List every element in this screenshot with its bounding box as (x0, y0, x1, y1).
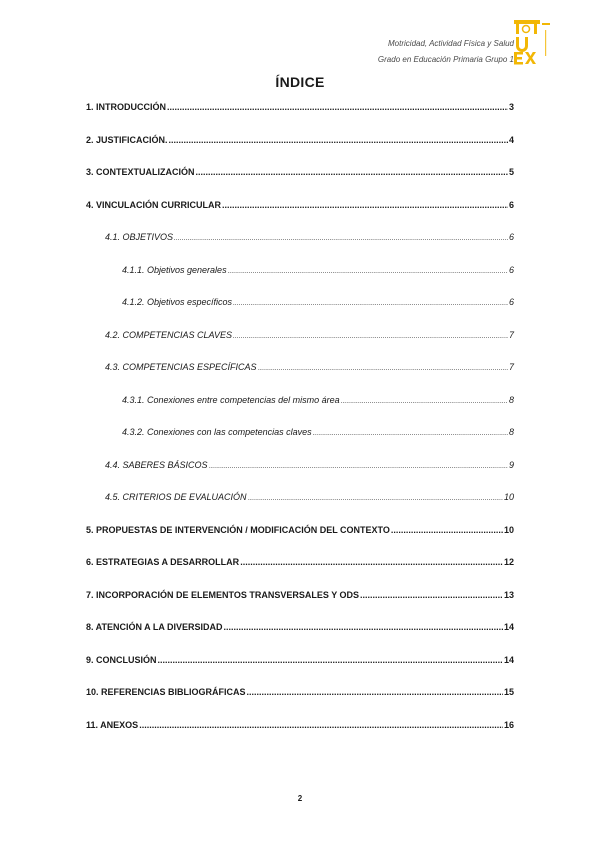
toc-entry[interactable] (86, 525, 514, 541)
toc-entry-label: 4.5. CRITERIOS DE EVALUACIÓN (105, 492, 247, 502)
toc-dot-leader (209, 463, 508, 470)
toc-entry[interactable] (86, 395, 514, 411)
logo-letter-u (516, 37, 528, 52)
toc-entry-label: 1. INTRODUCCIÓN (86, 102, 167, 112)
toc-entry[interactable] (86, 330, 514, 346)
toc-entry-page: 14 (503, 654, 514, 665)
toc-dot-leader (233, 300, 508, 307)
toc-entry-label: 9. CONCLUSIÓN (86, 654, 157, 665)
toc-entry-page: 16 (503, 719, 514, 730)
toc-entry-page: 15 (503, 687, 514, 697)
toc-dot-leader (233, 333, 508, 340)
toc-entry-label: 7. INCORPORACIÓN DE ELEMENTOS TRANSVERSALES Y ODS (86, 589, 360, 600)
toc-entry[interactable] (86, 460, 514, 476)
toc-entry-label: 6. ESTRATEGIAS A DESARROLLAR (86, 557, 240, 567)
toc-dot-leader (240, 557, 503, 567)
toc-entry[interactable] (86, 297, 514, 313)
toc-entry[interactable] (86, 622, 514, 638)
toc-entry-page: 7 (508, 329, 514, 340)
toc-entry[interactable] (86, 720, 514, 736)
toc-dot-leader (391, 525, 503, 535)
toc-dot-leader (167, 102, 508, 112)
toc-entry-label: 5. PROPUESTAS DE INTERVENCIÓN / MODIFICACIÓN DEL CONTEXTO (86, 524, 390, 535)
toc-dot-leader (174, 235, 508, 242)
toc-entry-page: 6 (508, 264, 514, 275)
toc-entry-label: 4.3.1. Conexiones entre competencias del mismo área (122, 394, 340, 405)
logo-capital (514, 20, 540, 24)
toc-entry[interactable] (86, 590, 514, 606)
toc-dot-leader (360, 590, 503, 600)
toc-dot-leader (247, 687, 503, 697)
toc-dot-leader (169, 135, 508, 145)
toc-entry-label: 8. ATENCIÓN A LA DIVERSIDAD (86, 622, 223, 632)
toc-entry[interactable] (86, 655, 514, 671)
logo-column-right (534, 24, 537, 34)
toc-entry[interactable] (86, 557, 514, 573)
toc-entry[interactable] (86, 232, 514, 248)
toc-dot-leader (224, 622, 503, 632)
toc-dot-leader (248, 495, 503, 502)
toc-entry-label: 4.1. OBJETIVOS (105, 232, 174, 242)
toc-entry-page: 8 (508, 394, 514, 405)
toc-entry-label: 2. JUSTIFICACIÓN. (86, 134, 168, 145)
toc-entry[interactable] (86, 135, 514, 151)
toc-entry[interactable] (86, 102, 514, 118)
toc-entry-label: 10. REFERENCIAS BIBLIOGRÁFICAS (86, 687, 246, 697)
toc-dot-leader (341, 398, 508, 405)
toc-entry-page: 7 (508, 362, 514, 372)
toc-dot-leader (228, 268, 508, 275)
logo-column-left (516, 24, 519, 34)
toc-entry-page: 6 (508, 297, 514, 307)
toc-entry-page: 6 (508, 199, 514, 210)
header-course-title: Motricidad, Actividad Física y Salud (388, 39, 514, 48)
toc-dot-leader (196, 167, 508, 177)
toc-dot-leader (222, 200, 508, 210)
toc-entry-label: 4.4. SABERES BÁSICOS (105, 459, 208, 470)
toc-entry-page: 13 (503, 589, 514, 600)
uex-logo (512, 18, 554, 66)
header-degree-title: Grado en Educación Primaria Grupo 1 (377, 55, 514, 64)
toc-entry-page: 8 (508, 427, 514, 437)
toc-dot-leader (313, 430, 508, 437)
toc-entry-page: 10 (503, 492, 514, 502)
toc-entry-label: 4.2. COMPETENCIAS CLAVES (105, 329, 233, 340)
toc-entry-label: 4.3.2. Conexiones con las competencias claves (122, 427, 312, 437)
logo-mark (542, 23, 550, 25)
toc-entry-label: 11. ANEXOS (86, 719, 139, 730)
toc-entry-page: 14 (503, 622, 514, 632)
running-header (378, 36, 514, 68)
toc-entry[interactable] (86, 427, 514, 443)
toc-entry[interactable] (86, 687, 514, 703)
toc-dot-leader (139, 720, 503, 730)
toc-dot-leader (158, 655, 503, 665)
toc-entry-page: 6 (508, 232, 514, 242)
logo-ornament (523, 26, 530, 33)
toc-entry-page: 4 (508, 134, 514, 145)
toc-entry[interactable] (86, 200, 514, 216)
toc-entry[interactable] (86, 492, 514, 508)
toc-entry-page: 5 (508, 167, 514, 177)
toc-entry-label: 4.3. COMPETENCIAS ESPECÍFICAS (105, 362, 257, 372)
toc-entry-label: 3. CONTEXTUALIZACIÓN (86, 167, 195, 177)
toc-entry-page: 10 (503, 524, 514, 535)
toc-entry[interactable] (86, 265, 514, 281)
toc-entry-label: 4.1.1. Objetivos generales (122, 264, 227, 275)
page-title: ÍNDICE (275, 74, 325, 90)
logo-letter-e (514, 52, 523, 65)
toc-entry-label: 4.1.2. Objetivos específicos (122, 297, 233, 307)
toc-dot-leader (258, 365, 508, 372)
toc-entry[interactable] (86, 167, 514, 183)
toc-entry-label: 4. VINCULACIÓN CURRICULAR (86, 199, 221, 210)
toc-entry[interactable] (86, 362, 514, 378)
logo-letter-x (525, 52, 536, 64)
page-number: 2 (297, 794, 303, 803)
logo-vertical-text (545, 30, 546, 56)
toc-entry-page: 12 (503, 557, 514, 567)
toc-entry-page: 9 (508, 459, 514, 470)
toc-entry-page: 3 (508, 102, 514, 112)
